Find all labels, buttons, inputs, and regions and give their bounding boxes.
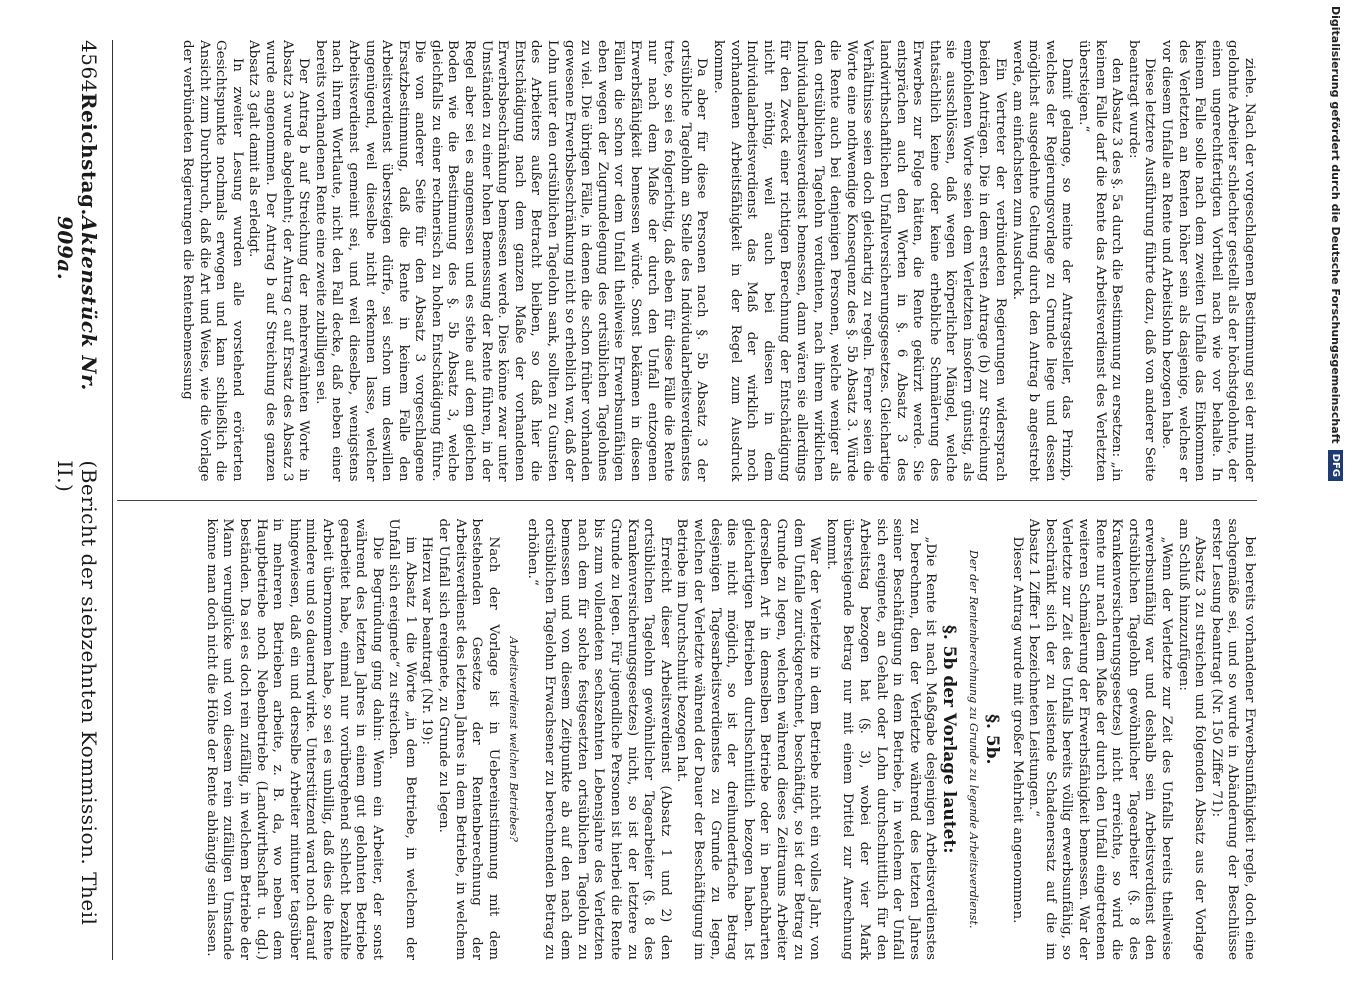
- paragraph: den Absatz 3 des §. 5a durch die Bestimmung zu ersetzen: „in keinem Falle darf die Rente das Arbeitsverdienst des Verletzten übersteigen.“: [1076, 40, 1125, 482]
- paragraph: Dieser Antrag wurde mit großer Mehrheit angenommen.: [1009, 536, 1025, 924]
- right-column: [117, 519, 1257, 961]
- paragraph: Die Begründung ging dahin: Wenn ein Arbeiter, der sonst während des letzten Jahres in einem gut gelohnten Betriebe gearbeitet habe, einmal nur vorübergehend schlecht bezahlte Arbeit übernommen habe, so sei es unbillig, daß dies die Rente mindere und so dauernd wirke. Unterstützend ward noch darauf hingewiesen, daß ein und derselbe Arbeiter mitunter tagsüber in mehreren Betrieben arbeite, z. B. da, wo neben dem Hauptbetriebe noch Nebenbetriebe (Landwirthschaft u. dgl.) beständen. Da sei es doch rein zufällig, in welchem Betriebe der Mann verunglücke und von diesem rein zufälligen Umstande könne man doch nicht die Höhe der Rente abhängig sein lassen.: [203, 518, 385, 960]
- paragraph: „Wenn der Verletzte zur Zeit des Unfalls bereits theilweise erwerbsunfähig war und deshalb sein Arbeitsverdienst den ortsüblichen Tagelohn gewöhnlicher Tagearbeiter (§. 8 des Krankenversicherungsgesetzes) nicht erreichte, so wird die Rente nur nach dem Maße der durch den Unfall eingetretenen weiteren Schmälerung der Erwerbsfähigkeit bemessen. War der Verletzte zur Zeit des Unfalls bereits völlig erwerbsunfähig, so beschränkt sich der zu leistende Schadenersatz auf die im Absatz 1 Ziffer 1 bezeichneten Leistungen.“: [1026, 518, 1175, 960]
- section-subtitle: Der der Rentenberechnung zu Grunde zu legende Arbeitsverdienst.: [967, 550, 981, 929]
- paragraph: In zweiter Lesung wurden alle vorstehend erörterten Gesichtspunkte nochmals erwogen und kam schließlich die Ansicht zum Durchbruch, daß die Art und Weise, wie die Vorlage der verbündeten Regierungen die Rentenbemessung: [180, 40, 245, 482]
- column-divider: [117, 500, 1257, 501]
- paragraph: Ein Vertreter der verbündeten Regierungen widersprach beiden Anträgen. Die in dem ersten Antrage (b) zur Streichung empfohlenen Worte seien dem Verletzten insofern günstig, als sie ausschlössen, daß wegen körperlicher Mängel, welche thatsächlich keine oder keine erhebliche Schmälerung des Erwerbes zur Folge hätten, die Rente gekürzt werde. Sie entsprächen auch den Worten in §. 6 Absatz 3 des landwirthschaftlichen Unfallversicherungsgesetzes. Gleichartige Verhältnisse seien doch gleichartig zu regeln. Ferner seien die Worte eine nothwendige Konsequenz des §. 5b Absatz 3. Würde die Rente auch bei denjenigen Personen, welche weniger als den ortsüblichen Tagelohn verdienten, nach ihrem wirklichen Individualarbeitsverdienst bemessen, dann wären sie allerdings für den Zweck einer richtigen Berechnung der Entschädigung nicht nöthig, weil auch bei diesen in dem Individualarbeitsverdienst das Maß der wirklich noch vorhandenen Arbeitsfähigkeit in der Regel zum Ausdruck komme.: [711, 40, 1009, 482]
- header-title: Aktenstück Nr. 909a.: [53, 215, 101, 391]
- paragraph: „Die Rente ist nach Maßgabe desjenigen Arbeitsverdienstes zu berechnen, den der Verletzte während des letzten Jahres seiner Beschäftigung in dem Betriebe, in welchem der Unfall sich ereignete, an Gehalt oder Lohn durchschnittlich für den Arbeitstag bezogen hat (§. 3), wobei der vier Mark übersteigende Betrag nur mit einem Drittel zur Anrechnung kommt.: [823, 518, 939, 960]
- digitization-credit: [1325, 6, 1347, 996]
- dfg-logo: DFG: [1329, 450, 1344, 481]
- paragraph: ziehe. Nach der vorgeschlagenen Bestimmung sei der minder gelohnte Arbeiter schlechter gestellt als der höchstgelohnte, der einen ungerechtfertigten Vortheil nach wie vor behalte. In keinem Falle solle nach dem zweiten Unfalle das Einkommen des Verletzten an Renten höher sein als dasjenige, welches er vor diesem Unfalle an Rente und Arbeitslohn bezogen habe.: [1159, 40, 1257, 482]
- paragraph: Der Antrag b auf Streichung der mehrerwähnten Worte in Absatz 3 wurde abgelehnt; der Antrag c auf Ersatz des Absatz 3 wurde angenommen. Der Antrag b auf Streichung des ganzen Absatz 3 galt damit als erledigt.: [246, 40, 312, 482]
- paragraph: Absatz 3 zu streichen und folgenden Absatz aus der Vorlage am Schluß hinzuzufügen:: [1175, 518, 1208, 960]
- digitization-credit-text: Digitalisierung gefördert durch die Deutsche Forschungsgemeinschaft: [1329, 6, 1343, 444]
- subsection-heading: Arbeitsverdienst welchen Betriebes?: [507, 636, 521, 842]
- running-header: [53, 40, 101, 960]
- paragraph: Damit gelange, so meinte der Antragsteller, das Prinzip, welches der Regierungsvorlage zu Grunde liege und dessen möglichst ausgedehnte Geltung durch den Antrag b angestrebt werde, am einfachsten zum Ausdruck.: [1009, 40, 1075, 482]
- paragraph: bei bereits vorhandener Erwerbsunfähigkeit regle, doch eine sachgemäße sei, und so wurde in Abänderung der Beschlüsse erster Lesung beantragt (Nr. 150 Ziffer 71):: [1208, 518, 1257, 960]
- section-heading: §. 5b der Vorlage lautet:: [938, 624, 959, 854]
- page-number: 4564: [77, 40, 101, 93]
- paragraph: Da aber für diese Personen nach §. 5b Absatz 3 der ortsübliche Tagelohn an Stelle des Individualarbeitsverdienstes trete, so sei es folgerichtig, daß eben für diese Fälle die Rente nur nach dem Maße der durch den Unfall entzogenen Erwerbsfähigkeit bemessen würde. Sonst bekämen in diesen Fällen die schon vor dem Unfall theilweise Erwerbsunfähigen eben wegen der Zugrundelegung des ortsüblichen Tagelohnes zu viel. Die übrigen Fälle, in denen die schon früher vorhanden gewesene Erwerbsbeschränkung nicht so erheblich war, daß der Lohn unter den ortsüblichen Tagelohn sank, sollten zu Gunsten des Arbeiters außer Betracht bleiben, so daß hier die Entschädigung nach dem ganzen Maße der vorhandenen Erwerbsbeschränkung bemessen werde. Dies könne zwar unter Umständen zu einer hohen Bemessung der Rente führen, in der Regel aber sei es angemessen und es stehe auf dem gleichen Boden wie die Bestimmung des §. 5b Absatz 3, welche gleichfalls zu einer rechnerisch zu hohen Entschädigung führe. Die von anderer Seite für den Absatz 3 vorgeschlagene Ersatzbestimmung, daß die Rente in keinem Falle den Arbeitsverdienst übersteigen dürfe, sei schon um deswillen ungenügend, weil dieselbe nicht erkennen lasse, welcher Arbeitsverdienst gemeint sei, und weil dieselbe, wenigstens nach ihrem Wortlaute, nicht den Fall decke, daß neben einer bereits vorhandenen Rente eine zweite zubilligen sei.: [312, 40, 710, 482]
- paragraph: Erreicht dieser Arbeitsverdienst (Absatz 1 und 2) den ortsüblichen Tagelohn gewöhnlicher Tagearbeiter (§. 8 des Krankenversicherungsgesetzes) nicht, so ist der letztere zu Grunde zu legen. Für jugendliche Personen ist hierbei die Rente bis zum vollendeten sechszehnten Lebensjahre des Verletzten nach dem für solche festgesetzten ortsüblichen Tagelohn zu bemessen und von diesem Zeitpunkte ab auf den nach dem ortsüblichen Tagelohn Erwachsener zu berechnenden Betrag zu erhöhen.“: [525, 518, 673, 960]
- paragraph: im Absatz 1 die Worte „in dem Betriebe, in welchem der Unfall sich ereignete“ zu streichen.: [386, 518, 418, 960]
- paragraph: Diese letztere Ausführung führte dazu, daß von anderer Seite beantragt wurde:: [1125, 40, 1158, 482]
- paragraph: Nach der Vorlage ist in Uebereinstimmung mit dem bestehenden Gesetze der Rentenberechnung der Arbeitsverdienst des letzten Jahres in dem Betriebe, in welchem der Unfall sich ereignete, zu Grunde zu legen.: [436, 518, 501, 960]
- paragraph: Hierzu war beantragt (Nr. 19):: [419, 536, 435, 746]
- text-columns: [117, 40, 1257, 960]
- paragraph: War der Verletzte in dem Betriebe nicht ein volles Jahr, von dem Unfalle zurückgerechnet, beschäftigt, so ist der Betrag zu Grunde zu legen, welchen während dieses Zeitraums Arbeiter derselben Art in demselben Betriebe oder in benachbarten gleichartigen Betrieben durchschnittlich bezogen haben. Ist dies nicht möglich, so ist der dreihundertfache Betrag desjenigen Tagesarbeitsverdienstes zu Grunde zu legen, welchen der Verletzte während der Dauer der Beschäftigung im Betriebe im Durchschnitt bezogen hat.: [674, 518, 823, 960]
- header-left: Reichstag.: [77, 92, 101, 216]
- header-subtitle: (Bericht der siebzehnten Kommission. Theil II.): [53, 460, 101, 926]
- section-title: §. 5b.: [982, 714, 1003, 765]
- left-column: [117, 40, 1257, 482]
- header-rule: [112, 40, 113, 960]
